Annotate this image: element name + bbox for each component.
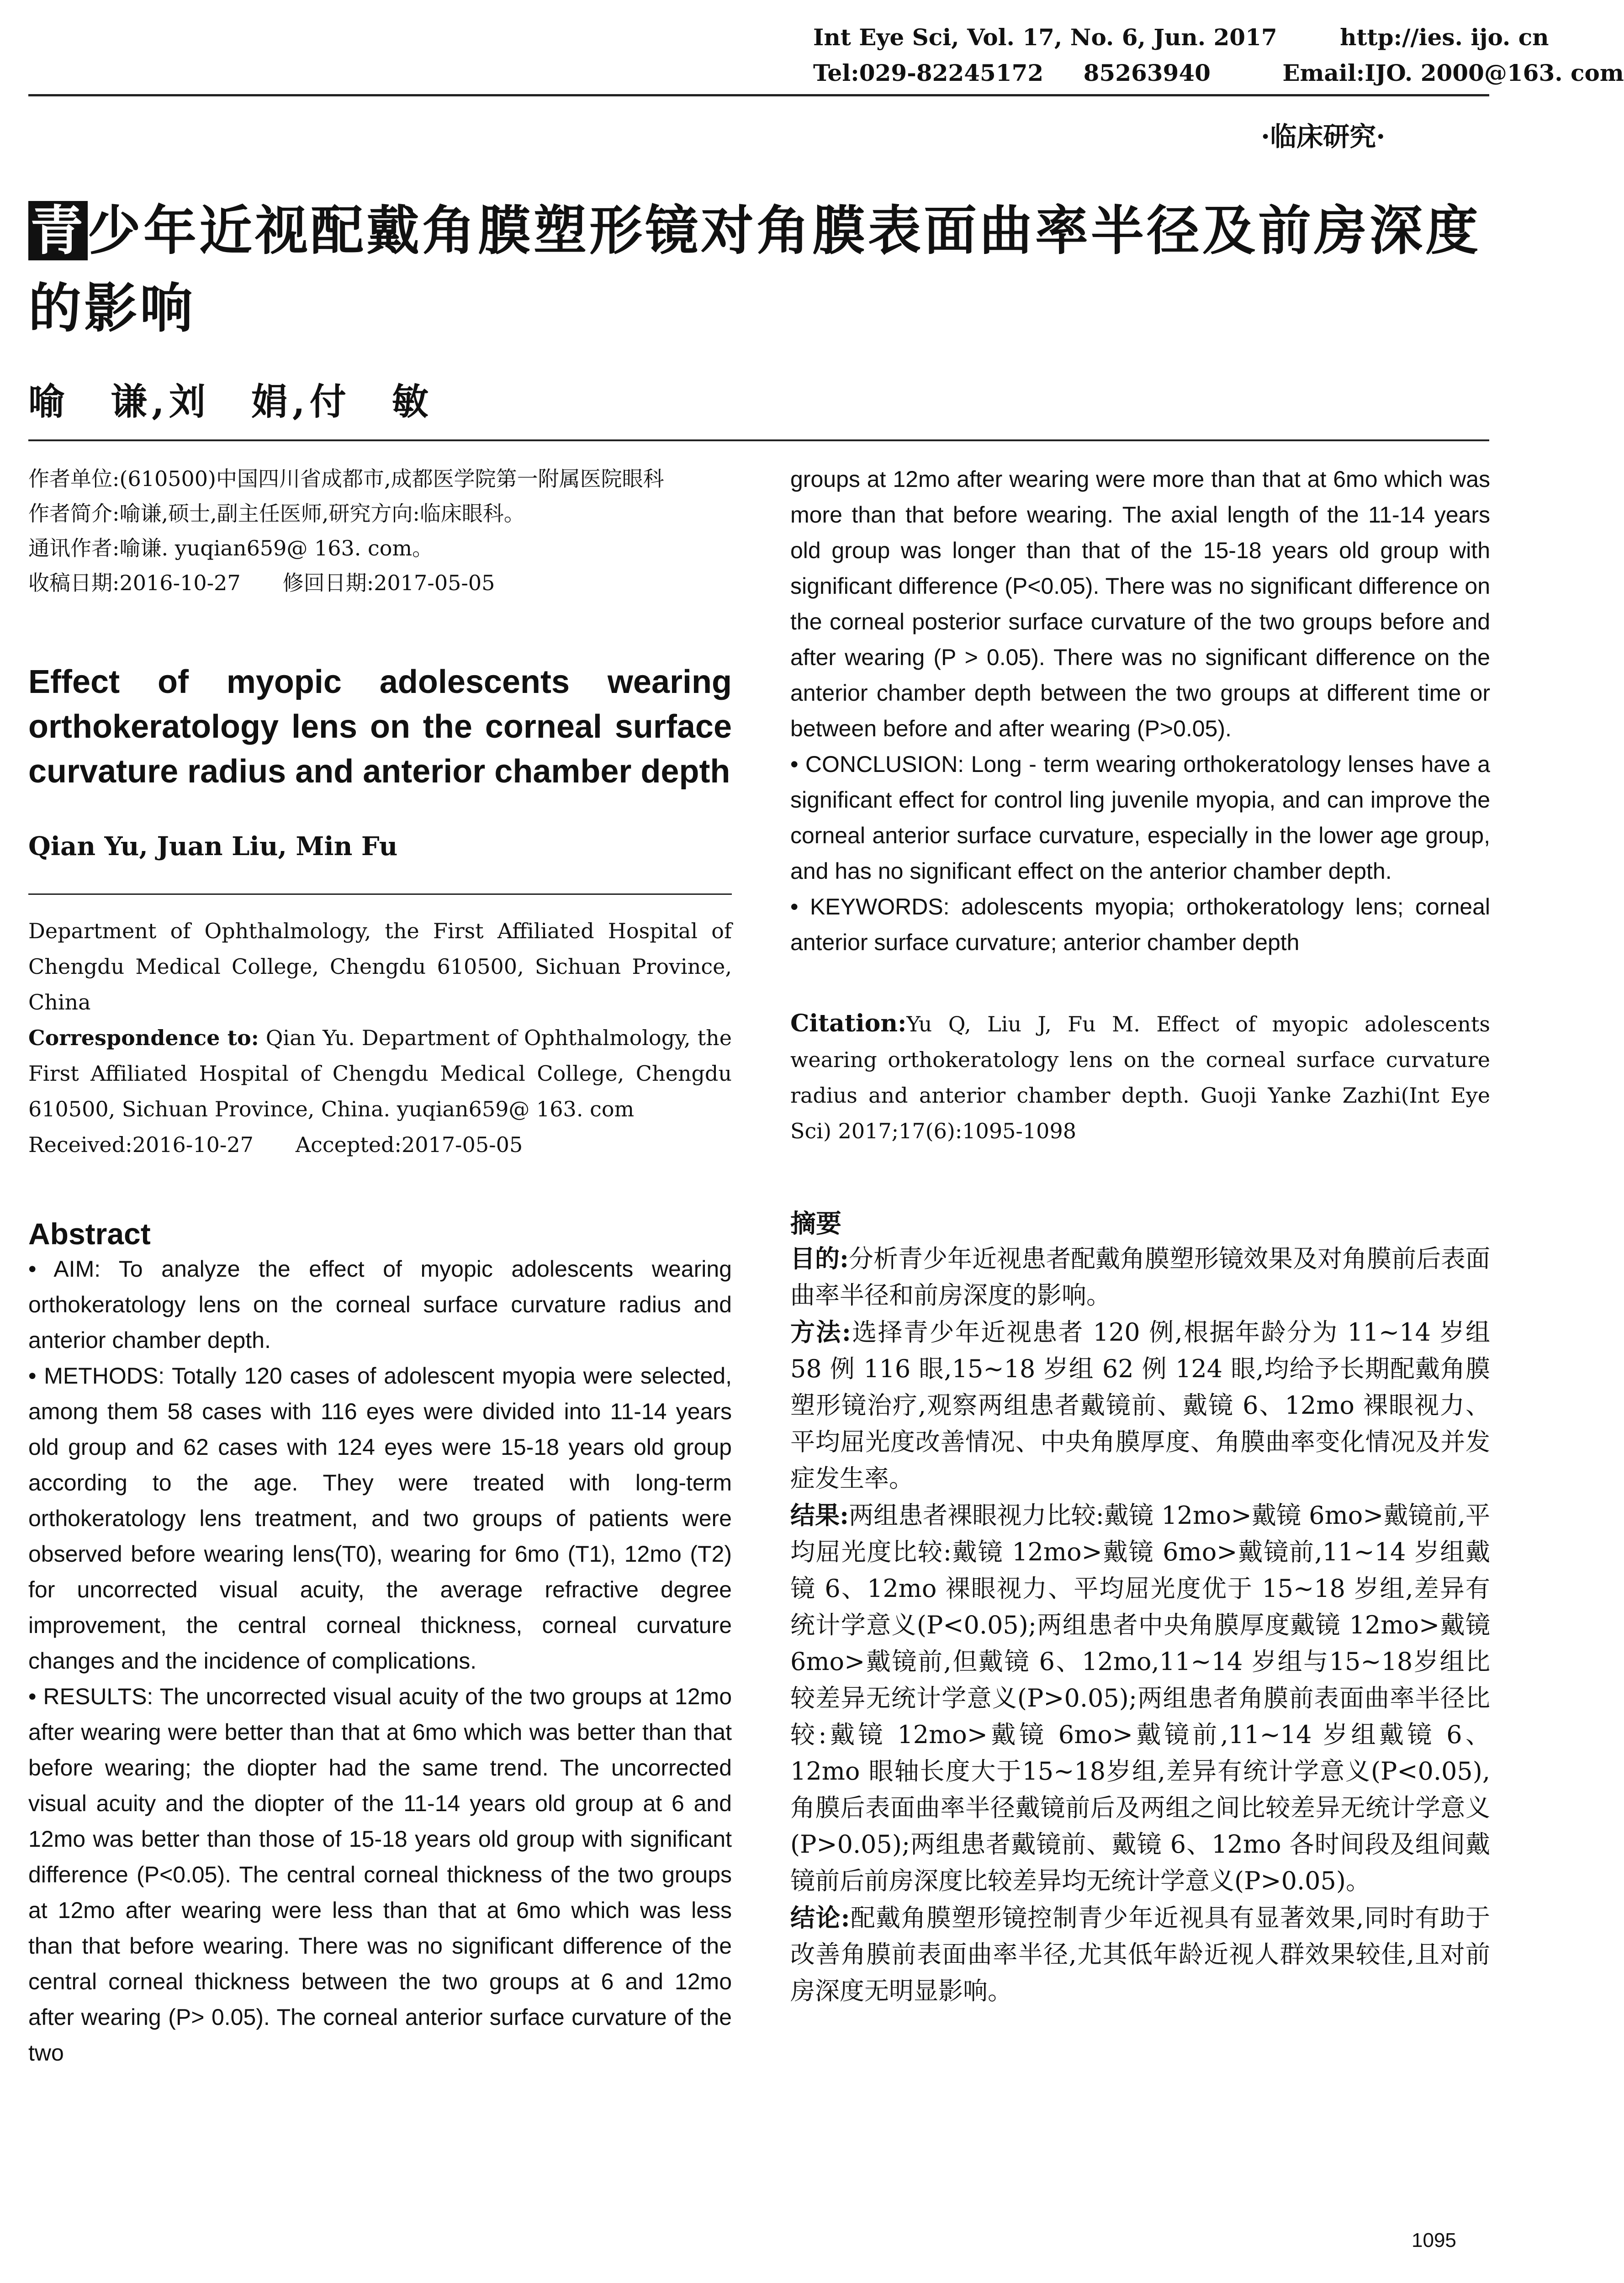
journal-email[interactable]: Email:IJO. 2000@163. com	[1282, 59, 1624, 86]
cn-methods-text: 选择青少年近视患者 120 例,根据年龄分为 11~14 岁组 58 例 116 眼,15~18 岁组 62 例 124 眼,均给予长期配戴角膜塑形镜治疗,观察两组患者戴镜前、戴镜 6、12mo 裸眼视力、平均屈光度改善情况、中央角膜厚度、角膜曲率变化情况及并发症发生率。	[790, 1318, 1490, 1493]
cn-aim-label: 目的:	[790, 1244, 849, 1273]
cn-aim	[790, 1240, 1490, 1314]
journal-tel: Tel:029-82245172	[813, 59, 1044, 86]
english-title: Effect of myopic adolescents wearing orthokeratology lens on the corneal surface curvature radius and anterior chamber depth	[28, 664, 732, 790]
journal-url[interactable]: http://ies. ijo. cn	[1340, 24, 1549, 51]
right-column	[790, 461, 1490, 2009]
journal-header-line	[813, 24, 1549, 51]
cn-aim-text: 分析青少年近视患者配戴角膜塑形镜效果及对角膜前后表面曲率半径和前房深度的影响。	[790, 1244, 1491, 1310]
cn-results-text: 两组患者裸眼视力比较:戴镜 12mo>戴镜 6mo>戴镜前,平均屈光度比较:戴镜 12mo>戴镜 6mo>戴镜前,11~14 岁组戴镜 6、12mo 裸眼视力、平均屈光度优于 15~18 岁组,差异有统计学意义(P<0.05);两组患者中央角膜厚度戴镜 12mo>戴镜 6mo>戴镜前,但戴镜 6、12mo,11~14 岁组与15~18岁组比较差异无统计学意义(P>0.05);两组患者角膜前表面曲率半径比较:戴镜 12mo>戴镜 6mo>戴镜前,11~14 岁组戴镜 6、12mo 眼轴长度大于15~18岁组,差异有统计学意义(P<0.05),角膜后表面曲率半径戴镜前后及两组之间比较差异无统计学意义(P>0.05);两组患者戴镜前、戴镜 6、12mo 各时间段及组间戴镜前后前房深度比较差异均无统计学意义(P>0.05)。	[790, 1501, 1490, 1895]
cn-conclusion-label: 结论:	[790, 1903, 850, 1932]
cn-conclusion	[790, 1899, 1490, 2009]
page-number: 1095	[1412, 2229, 1456, 2251]
abstract-heading: Abstract	[28, 1217, 151, 1251]
dates-cn: 收稿日期:2016-10-27 修回日期:2017-05-05	[28, 571, 495, 595]
abstract-body-left	[28, 1251, 732, 2071]
section-tag: ·临床研究·	[1261, 121, 1386, 152]
journal-tel-2: 85263940	[1083, 59, 1211, 86]
cn-abstract-body	[790, 1240, 1490, 2009]
authors-cn: 喻 谦,刘 娟,付 敏	[28, 380, 433, 423]
abstract-body-right	[790, 461, 1490, 960]
abstract-keywords: • KEYWORDS: adolescents myopia; orthokeratology lens; corneal anterior surface curvature; anterior chamber depth	[790, 894, 1490, 955]
received-accepted: Received:2016-10-27 Accepted:2017-05-05	[28, 1132, 523, 1157]
cn-conclusion-text: 配戴角膜塑形镜控制青少年近视具有显著效果,同时有助于改善角膜前表面曲率半径,尤其低年龄近视人群效果较佳,且对前房深度无明显影响。	[790, 1903, 1490, 2005]
citation-label: Citation:	[790, 1009, 907, 1037]
abstract-results-part2: groups at 12mo after wearing were more than that at 6mo which was more than that before wearing. The axial length of the 11-14 years old group was longer than that of the 15-18 years old group with significant difference (P<0.05). There was no significant difference on the corneal posterior surface curvature of the two groups before and after wearing (P > 0.05). There was no significant difference on the anterior chamber depth between the two groups at different time or between before and after wearing (P>0.05).	[790, 466, 1490, 741]
title-rest: 少年近视配戴角膜塑形镜对角膜表面曲率半径及前房深度的影响	[28, 201, 1481, 338]
cn-methods-label: 方法:	[790, 1317, 851, 1347]
journal-contact-line	[813, 59, 1624, 86]
title-first-char: 青	[28, 201, 88, 260]
affiliation-cn: 作者单位:(610500)中国四川省成都市,成都医学院第一附属医院眼科	[28, 466, 664, 491]
title-rule	[28, 439, 1489, 441]
affiliation-en	[28, 913, 732, 1163]
abstract-aim: • AIM: To analyze the effect of myopic adolescents wearing orthokeratology lens on the corneal surface curvature radius and anterior chamber depth.	[28, 1256, 732, 1353]
cn-results	[790, 1497, 1490, 1899]
cn-results-label: 结果:	[790, 1501, 849, 1530]
citation-text: Yu Q, Liu J, Fu M. Effect of myopic adolescents wearing orthokeratology lens on the corneal surface curvature radius and anterior chamber depth. Guoji Yanke Zazhi(Int Eye Sci) 2017;17(6):1095-1098	[790, 1012, 1490, 1143]
abstract-results-part1: • RESULTS: The uncorrected visual acuity of the two groups at 12mo after wearing were better than that at 6mo which was better than that before wearing; the diopter had the same trend. The uncorrected visual acuity and the diopter of the 11-14 years old group at 6 and 12mo was better than those of 15-18 years old group with significant difference (P<0.05). The central corneal thickness of the two groups at 12mo after wearing were less than that at 6mo which was less than that before wearing. There was no significant difference of the central corneal thickness between the two groups at 6 and 12mo after wearing (P> 0.05). The corneal anterior surface curvature of the two	[28, 1684, 732, 2066]
correspondence-text: Qian Yu. Department of Ophthalmology, the First Affiliated Hospital of Chengdu Medical College, Chengdu 610500, Sichuan Province, China. yuqian659@ 163. com	[28, 1025, 732, 1121]
corresponding-author-cn: 通讯作者:喻谦. yuqian659@ 163. com。	[28, 536, 434, 560]
author-bio-cn: 作者简介:喻谦,硕士,副主任医师,研究方向:临床眼科。	[28, 501, 525, 526]
cn-abstract-heading: 摘要	[790, 1209, 841, 1239]
correspondence-label: Correspondence to:	[28, 1025, 259, 1050]
citation	[790, 1006, 1490, 1149]
cn-methods	[790, 1314, 1490, 1497]
left-column	[28, 461, 732, 2071]
correspondence-en	[28, 1020, 732, 1127]
abstract-methods: • METHODS: Totally 120 cases of adolescent myopia were selected, among them 58 cases with 116 eyes were divided into 11-14 years old group and 62 cases with 124 eyes were 15-18 years old group according to the age. They were treated with long-term orthokeratology lens treatment, and two groups of patients were observed before wearing lens(T0), wearing for 6mo (T1), 12mo (T2) for uncorrected visual acuity, the average refractive degree improvement, the central corneal thickness, corneal curvature changes and the incidence of complications.	[28, 1363, 732, 1674]
journal-citation: Int Eye Sci, Vol. 17, No. 6, Jun. 2017	[813, 24, 1277, 51]
english-authors: Qian Yu, Juan Liu, Min Fu	[28, 831, 398, 861]
page-title	[28, 192, 1490, 347]
abstract-conclusion: • CONCLUSION: Long - term wearing orthokeratology lenses have a significant effect for control ling juvenile myopia, and can improve the corneal anterior surface curvature, especially in the lower age group, and has no significant effect on the anterior chamber depth.	[790, 751, 1490, 884]
authors-rule	[28, 893, 732, 895]
author-info-cn	[28, 461, 732, 600]
department-en: Department of Ophthalmology, the First Affiliated Hospital of Chengdu Medical College, Chengdu 610500, Sichuan Province, China	[28, 919, 732, 1015]
header-rule	[28, 94, 1489, 96]
